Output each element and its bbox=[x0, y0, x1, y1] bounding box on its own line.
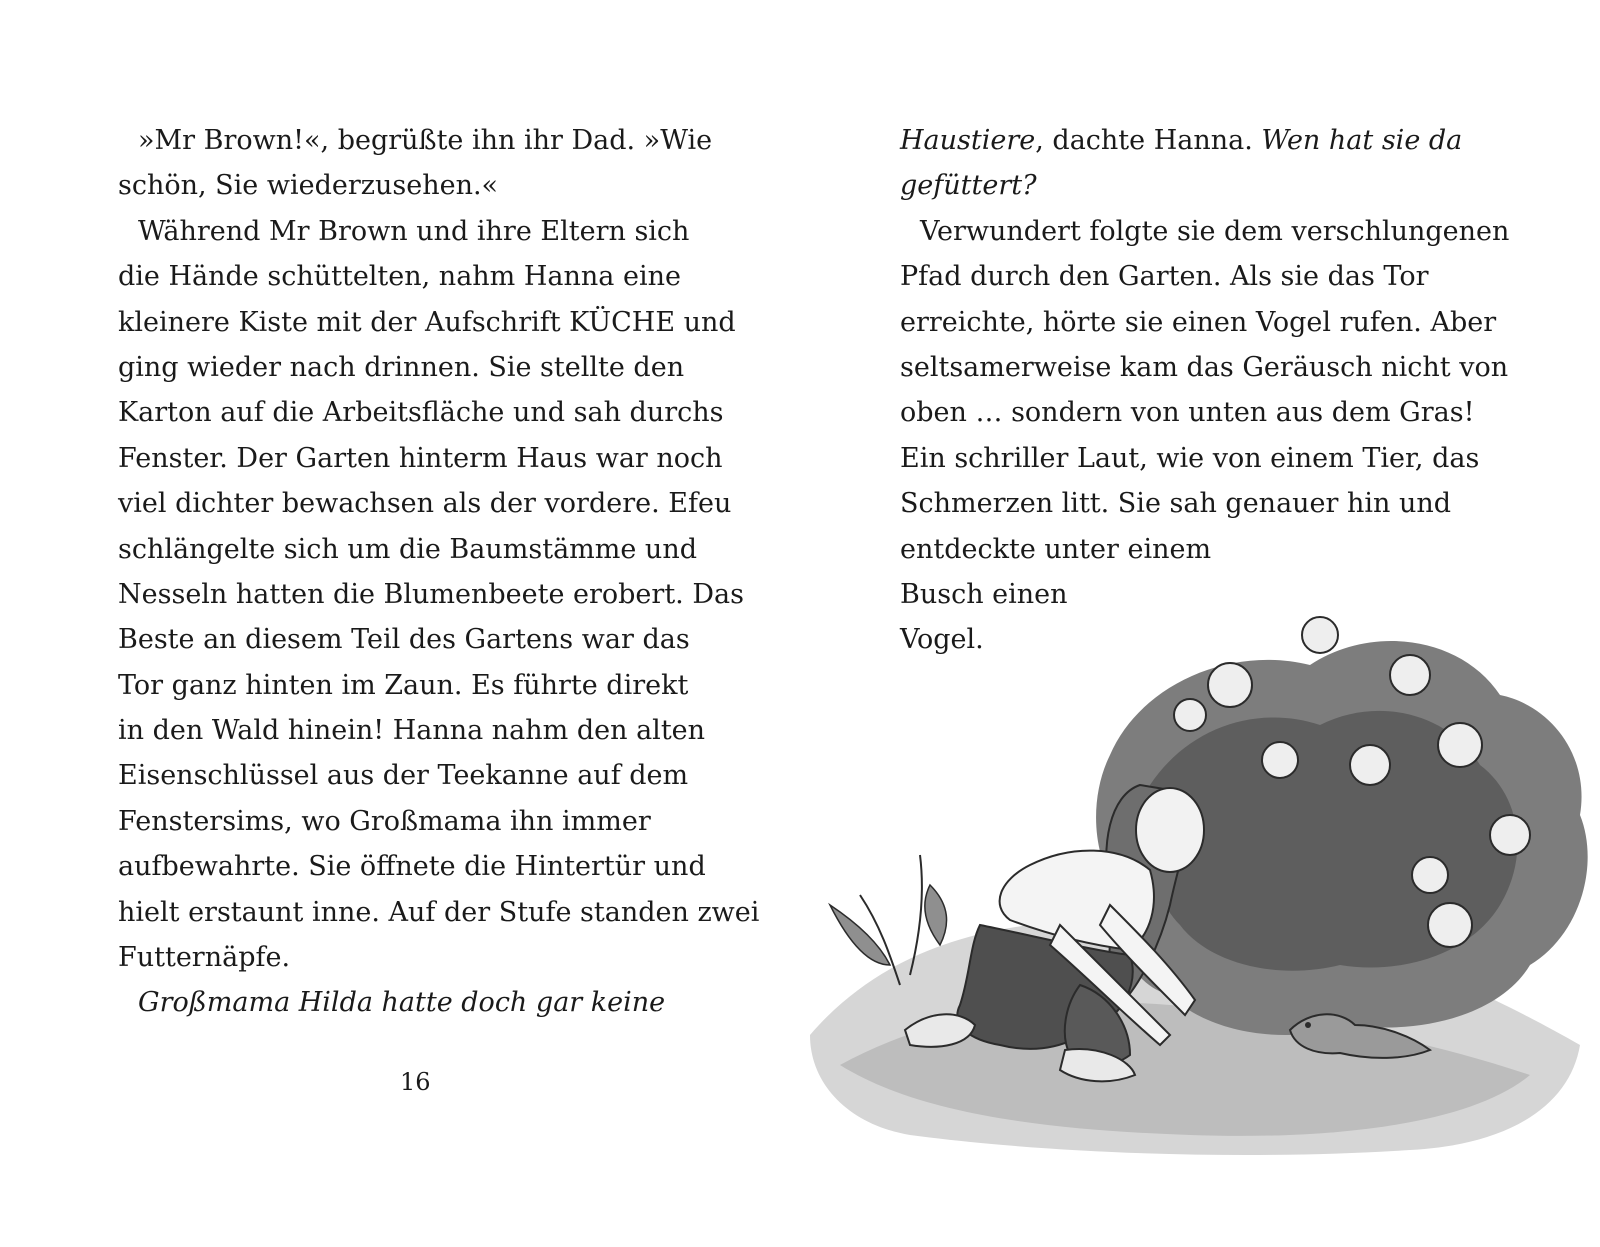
text-line bbox=[900, 390, 1520, 435]
text-segment: Ein schriller Laut, wie von einem Tier, das bbox=[900, 442, 1480, 474]
text-line bbox=[900, 163, 1520, 208]
text-line: hielt erstaunt inne. Auf der Stufe standen zwei bbox=[118, 896, 760, 928]
text-line bbox=[900, 436, 1520, 481]
right-page-text bbox=[900, 118, 1520, 663]
text-line: Fenstersims, wo Großmama ihn immer bbox=[118, 805, 651, 837]
text-line: schön, Sie wiederzusehen.« bbox=[118, 170, 499, 202]
text-line bbox=[900, 300, 1520, 345]
text-line: in den Wald hinein! Hanna nahm den alten bbox=[118, 715, 706, 747]
text-line: viel dichter bewachsen als der vordere. Efeu bbox=[118, 488, 732, 520]
text-line bbox=[900, 481, 1520, 526]
text-line: kleinere Kiste mit der Aufschrift KÜCHE und bbox=[118, 306, 736, 338]
text-segment: Schmerzen litt. Sie sah genauer hin und bbox=[900, 488, 1452, 520]
text-segment: Haustiere bbox=[900, 125, 1036, 156]
text-line: die Hände schüttelten, nahm Hanna eine bbox=[118, 261, 681, 293]
text-line bbox=[900, 209, 1520, 254]
text-segment: Wen hat sie da bbox=[1261, 125, 1463, 156]
text-line: Karton auf die Arbeitsfläche und sah durchs bbox=[118, 397, 724, 429]
text-segment: seltsamerweise kam das Geräusch nicht von bbox=[900, 351, 1509, 383]
text-line: Nesseln hatten die Blumenbeete erobert. Das bbox=[118, 578, 744, 610]
text-line bbox=[900, 254, 1520, 299]
text-segment: Pfad durch den Garten. Als sie das Tor bbox=[900, 261, 1429, 293]
text-line: Tor ganz hinten im Zaun. Es führte direkt bbox=[118, 669, 689, 701]
page-number: 16 bbox=[400, 1068, 431, 1096]
text-line: Während Mr Brown und ihre Eltern sich bbox=[138, 215, 690, 247]
text-segment: gefüttert? bbox=[900, 170, 1037, 202]
text-line bbox=[900, 118, 1520, 163]
text-line: »Mr Brown!«, begrüßte ihn ihr Dad. »Wie bbox=[138, 125, 713, 156]
text-segment: Vogel. bbox=[900, 624, 984, 656]
text-line: ging wieder nach drinnen. Sie stellte den bbox=[118, 351, 685, 383]
girl-bush-bird-illustration bbox=[810, 605, 1600, 1165]
text-line: Beste an diesem Teil des Gartens war das bbox=[118, 624, 690, 656]
text-line bbox=[900, 527, 1520, 572]
text-line bbox=[900, 345, 1520, 390]
text-line: Fenster. Der Garten hinterm Haus war noch bbox=[118, 442, 723, 474]
text-segment: Verwundert folgte sie dem verschlungenen bbox=[920, 215, 1510, 247]
text-line: aufbewahrte. Sie öffnete die Hintertür und bbox=[118, 851, 706, 883]
text-segment: , dachte Hanna. bbox=[1035, 125, 1262, 156]
text-line: Großmama Hilda hatte doch gar keine bbox=[138, 987, 666, 1019]
left-page-text bbox=[118, 118, 760, 1026]
text-line: schlängelte sich um die Baumstämme und bbox=[118, 533, 697, 565]
text-segment: oben … sondern von unten aus dem Gras! bbox=[900, 397, 1475, 429]
text-segment: entdeckte unter einem bbox=[900, 533, 1212, 565]
text-line: Futternäpfe. bbox=[118, 942, 291, 974]
text-line: Eisenschlüssel aus der Teekanne auf dem bbox=[118, 760, 689, 792]
text-segment: erreichte, hörte sie einen Vogel rufen. Aber bbox=[900, 306, 1497, 338]
text-segment: Busch einen bbox=[900, 578, 1068, 610]
